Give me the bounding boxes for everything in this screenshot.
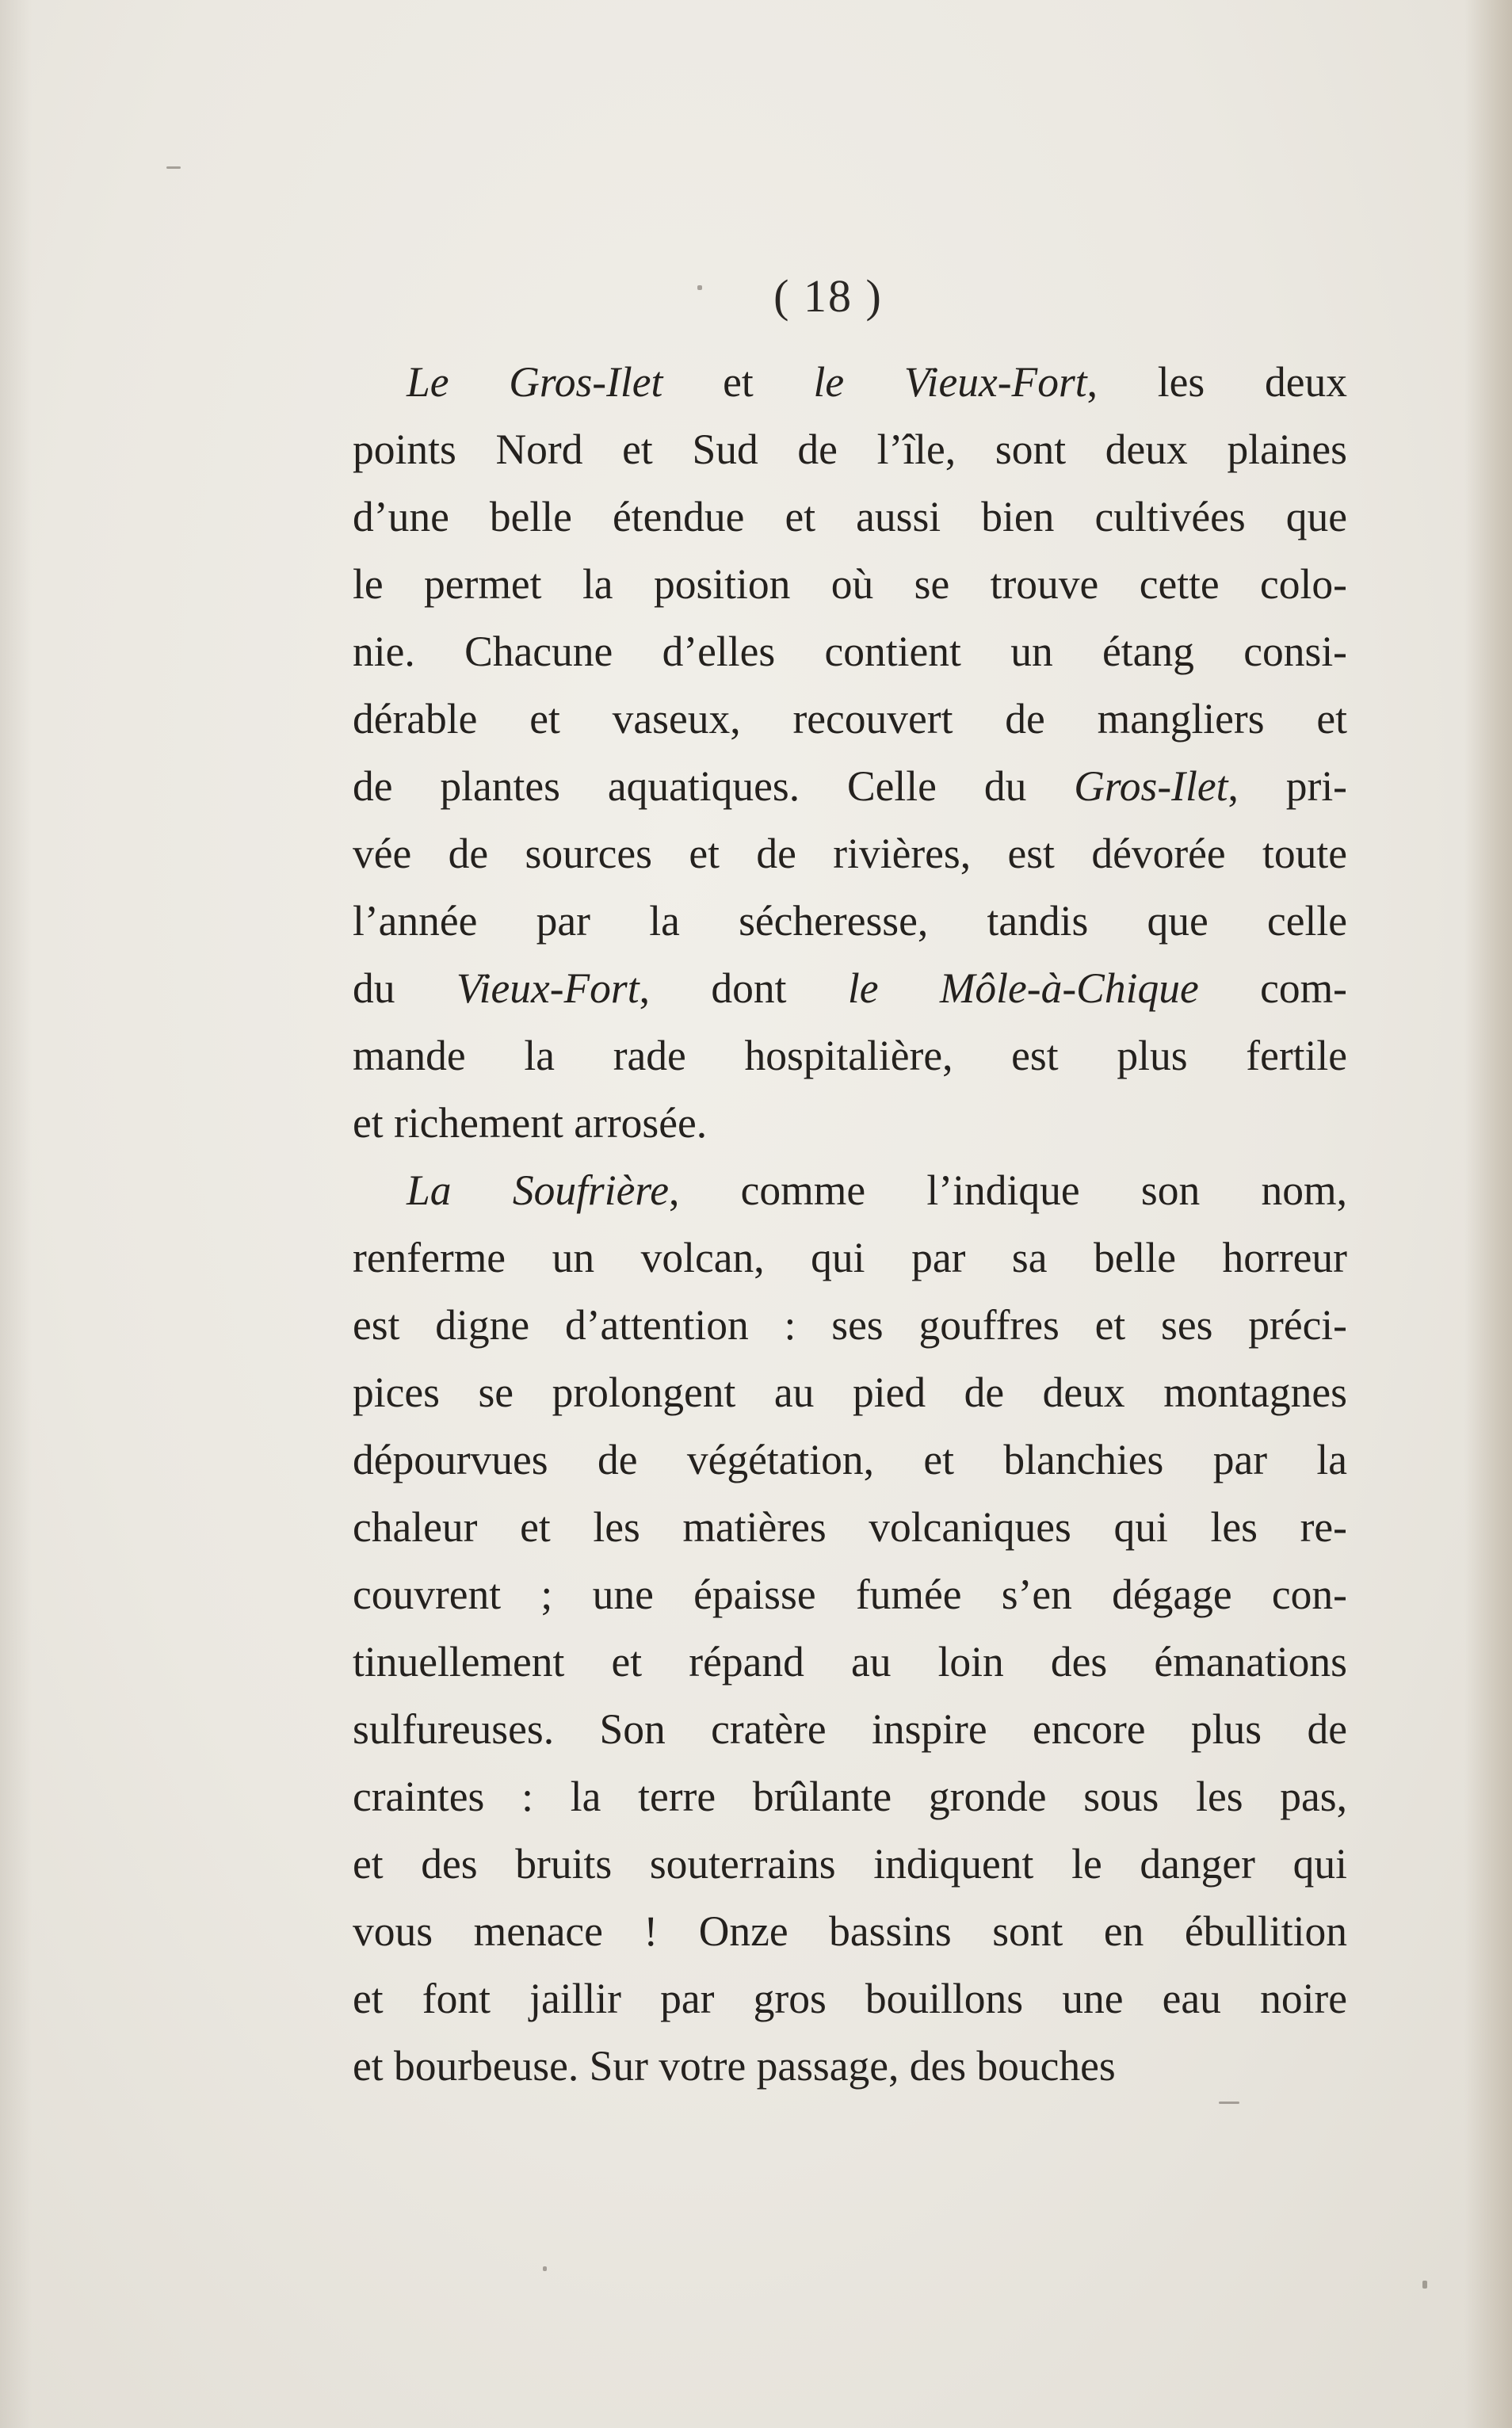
text-segment: de plantes aquatiques. Celle du — [353, 762, 1075, 810]
text-line — [353, 1898, 1347, 1965]
text-line — [353, 483, 1347, 551]
text-segment: , comme l’indique son nom, — [668, 1166, 1347, 1214]
text-line — [353, 1224, 1347, 1292]
text-segment: chaleur et les matières volcaniques qui les re- — [353, 1503, 1347, 1551]
text-line — [353, 1696, 1347, 1763]
text-segment: renferme un volcan, qui par sa belle horreur — [353, 1234, 1347, 1281]
text-segment: , dont — [639, 964, 848, 1012]
text-segment: du — [353, 964, 456, 1012]
italic-text: Vieux-Fort — [456, 964, 640, 1012]
text-line — [353, 2033, 1347, 2100]
text-line — [353, 1494, 1347, 1561]
paper-speck — [697, 285, 702, 290]
paper-speck — [543, 2266, 547, 2271]
text-line — [353, 1831, 1347, 1898]
text-line — [353, 349, 1347, 416]
text-segment: et richement arrosée. — [353, 1099, 708, 1147]
text-segment: et bourbeuse. Sur votre passage, des bouches — [353, 2042, 1116, 2090]
text-line — [353, 551, 1347, 618]
text-line — [353, 618, 1347, 685]
text-line — [353, 1628, 1347, 1696]
text-line — [353, 888, 1347, 955]
paper-speck — [166, 166, 181, 169]
text-line — [353, 955, 1347, 1022]
text-segment: tinuellement et répand au loin des émanations — [353, 1638, 1347, 1685]
italic-text: Le Gros-Ilet — [407, 358, 663, 406]
paper-speck — [1219, 2102, 1239, 2104]
text-segment: couvrent ; une épaisse fumée s’en dégage con- — [353, 1571, 1347, 1618]
text-segment: et font jaillir par gros bouillons une eau noire — [353, 1975, 1347, 2022]
page-edge-shading — [1464, 0, 1512, 2428]
text-segment: dépourvues de végétation, et blanchies par la — [353, 1436, 1347, 1483]
text-line — [353, 1090, 1347, 1157]
text-segment: craintes : la terre brûlante gronde sous les pas, — [353, 1773, 1347, 1820]
text-line — [353, 1292, 1347, 1359]
text-line — [353, 416, 1347, 483]
paper-speck — [1422, 2281, 1427, 2289]
body-text — [353, 349, 1347, 2100]
text-segment: pices se prolongent au pied de deux montagnes — [353, 1369, 1347, 1416]
text-segment: vée de sources et de rivières, est dévorée toute — [353, 830, 1347, 877]
italic-text: Gros-Ilet — [1074, 762, 1228, 810]
text-line — [353, 1022, 1347, 1090]
text-segment: sulfureuses. Son cratère inspire encore plus de — [353, 1705, 1347, 1753]
text-segment: est digne d’attention : ses gouffres et ses préci- — [353, 1301, 1347, 1349]
text-segment: et — [662, 358, 814, 406]
italic-text: le Môle-à-Chique — [847, 964, 1199, 1012]
page-number: ( 18 ) — [773, 270, 883, 322]
text-segment: l’année par la sécheresse, tandis que celle — [353, 897, 1347, 945]
text-line — [353, 1965, 1347, 2033]
text-segment: nie. Chacune d’elles contient un étang consi- — [353, 628, 1347, 675]
text-segment: et des bruits souterrains indiquent le danger qui — [353, 1840, 1347, 1888]
text-segment: dérable et vaseux, recouvert de mangliers et — [353, 695, 1347, 743]
text-line — [353, 1426, 1347, 1494]
italic-text: le Vieux-Fort — [813, 358, 1087, 406]
paragraph — [353, 349, 1347, 1157]
text-segment: com- — [1198, 964, 1347, 1012]
text-segment: le permet la position où se trouve cette colo- — [353, 560, 1347, 608]
text-line — [353, 1763, 1347, 1831]
text-line — [353, 1561, 1347, 1628]
text-line — [353, 820, 1347, 888]
text-segment: , les deux — [1086, 358, 1347, 406]
text-segment: mande la rade hospitalière, est plus fertile — [353, 1032, 1347, 1079]
text-segment: points Nord et Sud de l’île, sont deux plaines — [353, 426, 1347, 473]
text-line — [353, 753, 1347, 820]
text-segment: , pri- — [1228, 762, 1347, 810]
text-line — [353, 685, 1347, 753]
text-line — [353, 1359, 1347, 1426]
text-segment: d’une belle étendue et aussi bien cultivées que — [353, 493, 1347, 540]
paragraph — [353, 1157, 1347, 2100]
page-gutter-shadow — [0, 0, 32, 2428]
italic-text: La Soufrière — [407, 1166, 669, 1214]
text-segment: vous menace ! Onze bassins sont en ébullition — [353, 1907, 1347, 1955]
text-line — [353, 1157, 1347, 1224]
